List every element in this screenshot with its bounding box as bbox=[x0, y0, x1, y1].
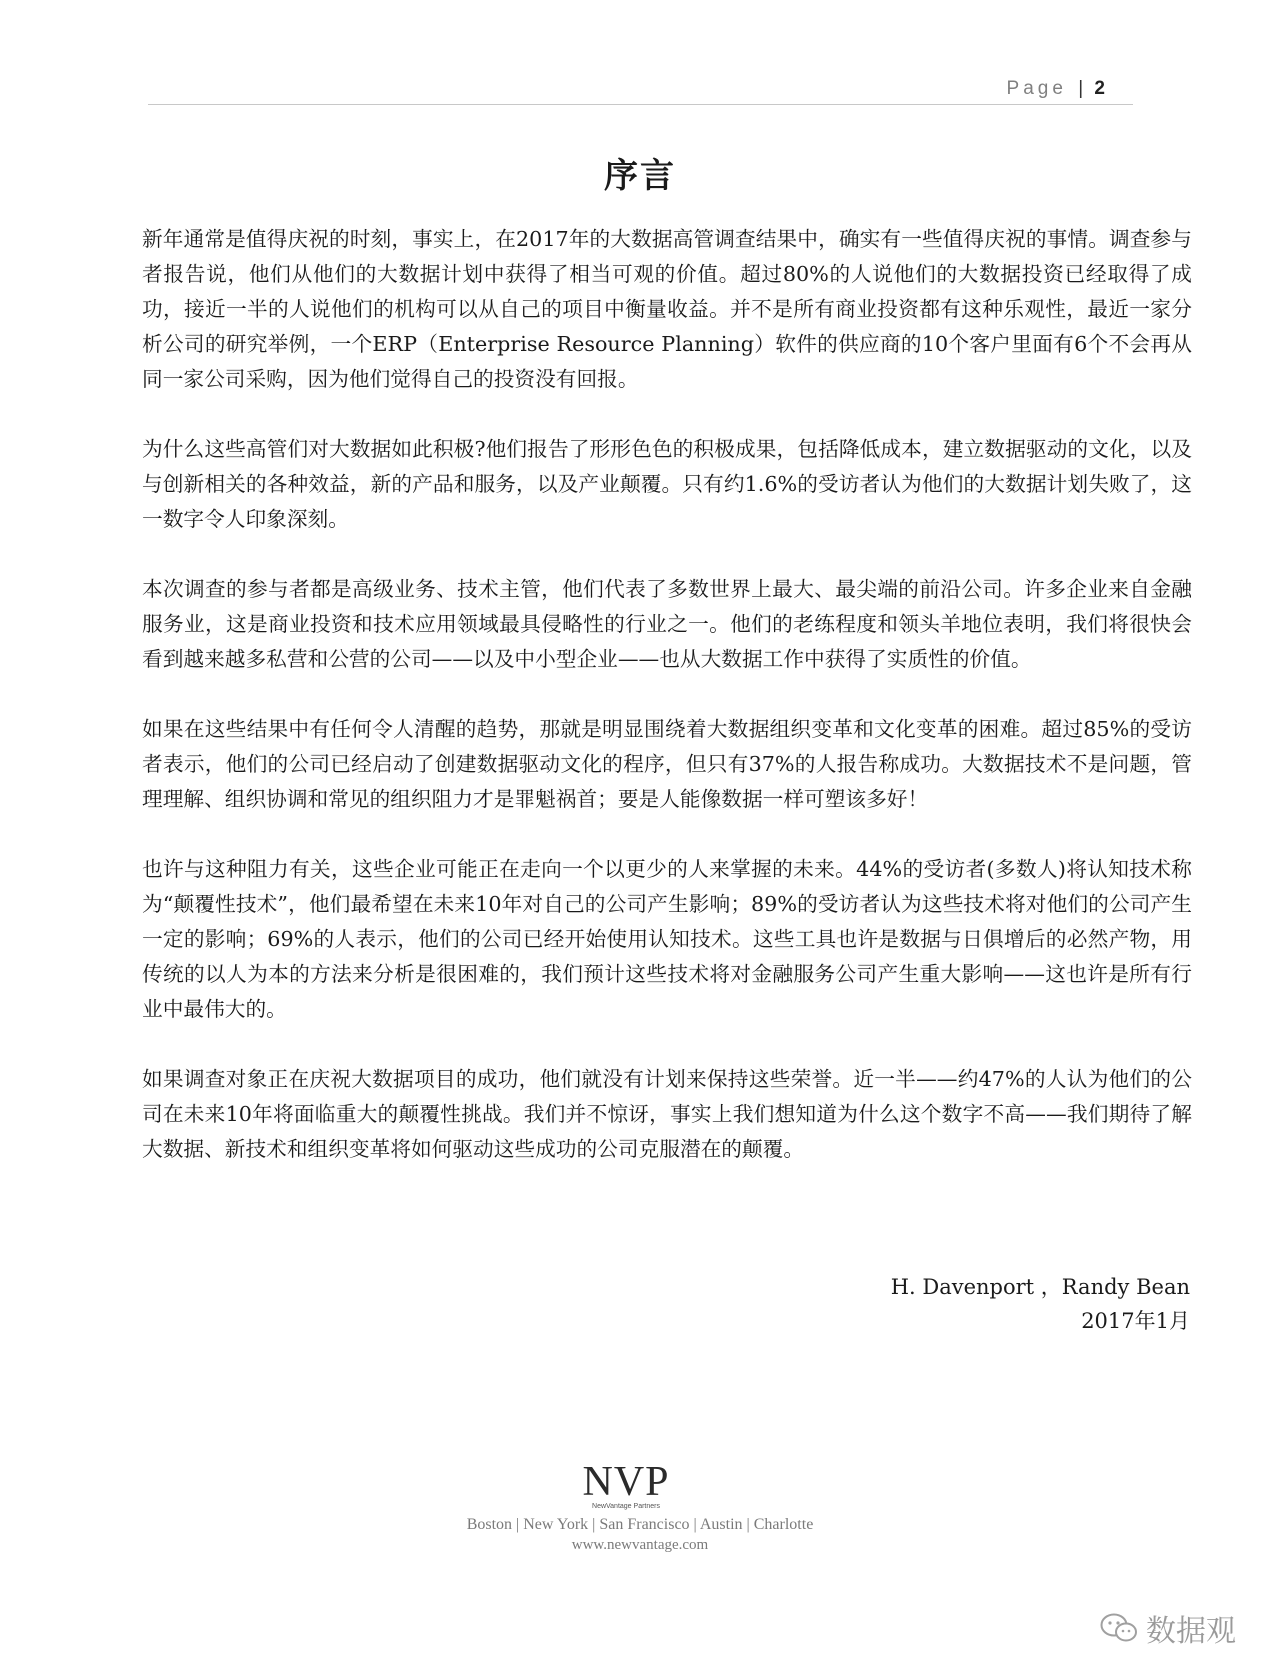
page-label: Page bbox=[1006, 78, 1067, 99]
footer-url: www.newvantage.com bbox=[571, 1537, 709, 1553]
paragraph: 新年通常是值得庆祝的时刻，事实上，在2017年的大数据高管调查结果中，确实有一些值得庆祝的事情。调查参与者报告说，他们从他们的大数据计划中获得了相当可观的价值。超过80%的人说他们的大数据投资已经取得了成功，接近一半的人说他们的机构可以从自己的项目中衡量收益。并不是所有商业投资都有这种乐观性，最近一家分析公司的研究举例，一个ERP（Enterprise Resource Planning）软件的供应商的10个客户里面有6个不会再从同一家公司采购，因为他们觉得自己的投资没有回报。 bbox=[142, 227, 1192, 391]
signature-date: 2017年1月 bbox=[1081, 1309, 1190, 1333]
nvp-logo: NVP bbox=[582, 1459, 670, 1505]
page-separator: | bbox=[1078, 78, 1084, 99]
signature bbox=[891, 1270, 1190, 1338]
footer bbox=[0, 1459, 1280, 1554]
watermark-text: 数据观 bbox=[1146, 1614, 1236, 1649]
paragraph: 如果在这些结果中有任何令人清醒的趋势，那就是明显围绕着大数据组织变革和文化变革的困难。超过85%的受访者表示，他们的公司已经启动了创建数据驱动文化的程序，但只有37%的人报告称成功。大数据技术不是问题，管理理解、组织协调和常见的组织阻力才是罪魁祸首；要是人能像数据一样可塑该多好！ bbox=[142, 717, 1192, 811]
watermark bbox=[1100, 1606, 1236, 1650]
paragraph: 如果调查对象正在庆祝大数据项目的成功，他们就没有计划来保持这些荣誉。近一半——约47%的人认为他们的公司在未来10年将面临重大的颠覆性挑战。我们并不惊讶，事实上我们想知道为什么这个数字不高——我们期待了解大数据、新技术和组织变革将如何驱动这些成功的公司克服潜在的颠覆。 bbox=[142, 1067, 1192, 1161]
paragraph: 本次调查的参与者都是高级业务、技术主管，他们代表了多数世界上最大、最尖端的前沿公司。许多企业来自金融服务业，这是商业投资和技术应用领域最具侵略性的行业之一。他们的老练程度和领头羊地位表明，我们将很快会看到越来越多私营和公营的公司——以及中小型企业——也从大数据工作中获得了实质性的价值。 bbox=[142, 577, 1192, 671]
page-number-value: 2 bbox=[1094, 78, 1105, 99]
paragraph: 也许与这种阻力有关，这些企业可能正在走向一个以更少的人来掌握的未来。44%的受访者(多数人)将认知技术称为“颠覆性技术”，他们最希望在未来10年对自己的公司产生影响；89%的受访者认为这些技术将对他们的公司产生一定的影响；69%的人表示，他们的公司已经开始使用认知技术。这些工具也许是数据与日俱增后的必然产物，用传统的以人为本的方法来分析是很困难的，我们预计这些技术将对金融服务公司产生重大影响——这也许是所有行业中最伟大的。 bbox=[142, 857, 1192, 1021]
paragraph: 为什么这些高管们对大数据如此积极?他们报告了形形色色的积极成果，包括降低成本，建立数据驱动的文化，以及与创新相关的各种效益，新的产品和服务，以及产业颠覆。只有约1.6%的受访者认为他们的大数据计划失败了，这一数字令人印象深刻。 bbox=[142, 437, 1192, 531]
wechat-icon bbox=[1100, 1612, 1138, 1644]
nvp-logo-subtitle: NewVantage Partners bbox=[592, 1503, 660, 1510]
page-number bbox=[1007, 78, 1105, 100]
signature-authors: H. Davenport ，Randy Bean bbox=[890, 1275, 1190, 1299]
page-title: 序言 bbox=[604, 156, 676, 196]
page-header bbox=[148, 78, 1133, 105]
body-text bbox=[142, 222, 1192, 1202]
footer-cities: Boston | New York | San Francisco | Austin | Charlotte bbox=[466, 1516, 814, 1533]
